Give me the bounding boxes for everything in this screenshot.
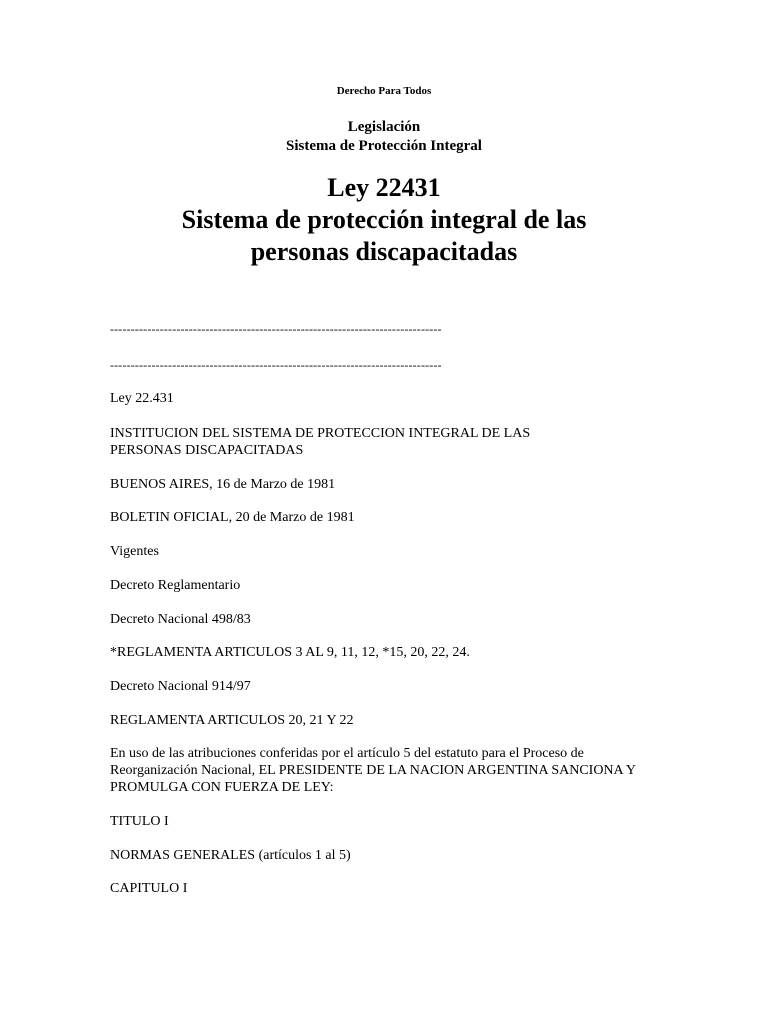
capitulo-heading: CAPITULO I bbox=[110, 881, 188, 896]
law-title bbox=[0, 172, 768, 268]
decreto-498: Decreto Nacional 498/83 bbox=[110, 612, 251, 627]
decreto-reglamentario: Decreto Reglamentario bbox=[110, 578, 241, 593]
section-label: Legislación bbox=[347, 119, 421, 135]
titulo-heading: TITULO I bbox=[110, 814, 169, 829]
law-number: Ley 22431 bbox=[327, 173, 441, 202]
separator-line-2: -------------------------------------------------------------------------------- bbox=[110, 358, 442, 372]
law-reference: Ley 22.431 bbox=[110, 391, 174, 406]
reglamenta-articulos-1: *REGLAMENTA ARTICULOS 3 AL 9, 11, 12, *15, 20, 22, 24. bbox=[110, 645, 470, 660]
preamble-paragraph: En uso de las atribuciones conferidas por el artículo 5 del estatuto para el Proceso de Reorganización Nacional, EL PRESIDENTE DE LA NACION ARGENTINA SANCIONA Y PROMULGA CON FUERZA DE LEY: bbox=[110, 746, 636, 795]
vigentes-label: Vigentes bbox=[110, 544, 159, 559]
separator-line-1: -------------------------------------------------------------------------------- bbox=[110, 322, 442, 336]
reglamenta-articulos-2: REGLAMENTA ARTICULOS 20, 21 Y 22 bbox=[110, 713, 354, 728]
subsection-label: Sistema de Protección Integral bbox=[286, 138, 482, 154]
institution-title: INSTITUCION DEL SISTEMA DE PROTECCION INTEGRAL DE LAS PERSONAS DISCAPACITADAS bbox=[110, 426, 531, 458]
law-title-line1: Sistema de protección integral de las bbox=[181, 205, 587, 234]
law-title-line2: personas discapacitadas bbox=[250, 237, 518, 266]
site-name: Derecho Para Todos bbox=[336, 85, 432, 97]
boletin-oficial: BOLETIN OFICIAL, 20 de Marzo de 1981 bbox=[110, 510, 355, 525]
section-heading bbox=[0, 118, 768, 156]
normas-generales: NORMAS GENERALES (artículos 1 al 5) bbox=[110, 848, 351, 863]
decreto-914: Decreto Nacional 914/97 bbox=[110, 679, 251, 694]
place-date: BUENOS AIRES, 16 de Marzo de 1981 bbox=[110, 477, 336, 492]
